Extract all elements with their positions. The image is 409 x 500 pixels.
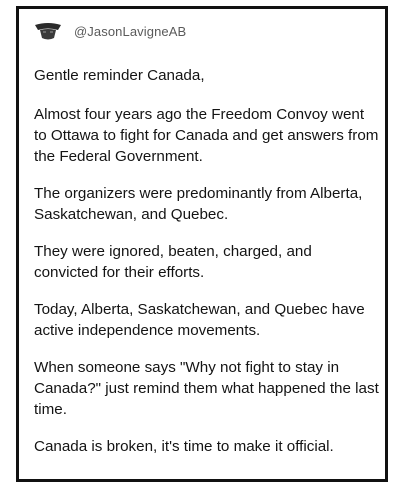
- post-paragraph: They were ignored, beaten, charged, and convicted for their efforts.: [34, 243, 312, 281]
- post-paragraph: Today, Alberta, Saskatchewan, and Quebec have active independence movements.: [34, 301, 365, 339]
- post-header: [34, 19, 186, 43]
- post-paragraph: Gentle reminder Canada,: [34, 67, 205, 84]
- post-paragraph: Canada is broken, it's time to make it official.: [34, 438, 334, 455]
- post-card: [16, 6, 388, 482]
- user-handle[interactable]: @JasonLavigneAB: [74, 23, 187, 39]
- post-body: [34, 65, 379, 473]
- post-paragraph: Almost four years ago the Freedom Convoy went to Ottawa to fight for Canada and get answers from the Federal Government.: [34, 106, 379, 165]
- avatar-icon[interactable]: [34, 21, 62, 41]
- post-paragraph: When someone says "Why not fight to stay in Canada?" just remind them what happened the last time.: [34, 359, 379, 418]
- post-paragraph: The organizers were predominantly from Alberta, Saskatchewan, and Quebec.: [34, 185, 363, 223]
